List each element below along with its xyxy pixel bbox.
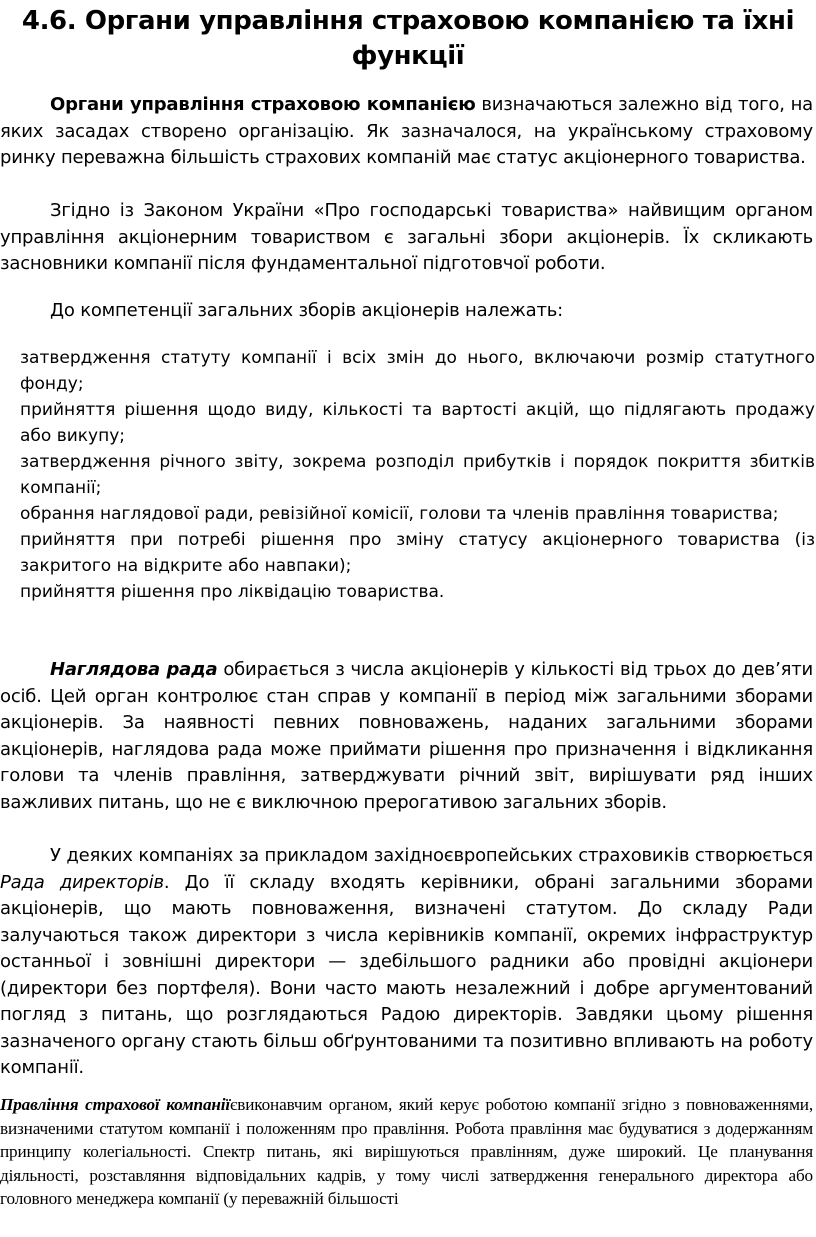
list-item: обрання наглядової ради, ревізійної комісії, голови та членів правління товариства; bbox=[20, 504, 779, 524]
paragraph-text: . До її складу входять керівники, обрані загальними зборами акціонерів, що мають повноваження, визначені статутом. До складу Ради залучаються також директори з числа керівників компанії, окремих інфраструктур останньої і зовнішні директори — здебільшого радники або провідні акціонери (директори без портфеля). Вони часто мають незалежний і добре аргументований погляд з питань, що розглядаються Радою директорів. Завдяки цьому рішення зазначеного органу стають більш обґрунтованими та позитивно впливають на роботу компанії. bbox=[0, 871, 813, 1078]
section-title: 4.6. Органи управління страховою компанією та їхні функції bbox=[21, 6, 795, 71]
competence-list bbox=[20, 345, 815, 605]
list-item: затвердження статуту компанії і всіх змін до нього, включаючи розмір статутного фонду; bbox=[20, 348, 815, 394]
term-supervisory-board: Наглядова рада bbox=[50, 659, 218, 680]
term-board-of-directors: Рада директорів bbox=[0, 871, 164, 893]
paragraph-competence-intro: До компетенції загальних зборів акціонерів належать: bbox=[50, 300, 564, 321]
paragraph-management-board bbox=[0, 1093, 813, 1211]
term-governing-bodies: Органи управління страховою компанією bbox=[50, 94, 476, 115]
term-management-board: Правління страхової компанії bbox=[0, 1095, 231, 1114]
paragraph-law: Згідно із Законом України «Про господарські товариства» найвищим органом управління акціонерним товариством є загальні збори акціонерів. Їх скликають засновники компанії після фундаментальної підготовчої роботи. bbox=[0, 200, 813, 274]
paragraph-text: обирається з числа акціонерів у кількості від трьох до дев’яти осіб. Цей орган контролює стан справ у компанії в період між загальними зборами акціонерів. За наявності певних повноважень, наданих загальними зборами акціонерів, наглядова рада може приймати рішення про призначення і відкликання голови та членів правління, затверджувати річний звіт, вирішувати ряд інших важливих питань, що не є виключною прерогативою загальних зборів. bbox=[0, 659, 813, 813]
list-item: прийняття рішення щодо виду, кількості та вартості акцій, що підлягають продажу або викупу; bbox=[20, 400, 815, 446]
list-item: прийняття рішення про ліквідацію товариства. bbox=[20, 582, 445, 602]
list-item: затвердження річного звіту, зокрема розподіл прибутків і порядок покриття збитків компанії; bbox=[20, 452, 815, 498]
list-item: прийняття при потребі рішення про зміну статусу акціонерного товариства (із закритого на відкрите або навпаки); bbox=[20, 530, 815, 576]
paragraph-text: євиконавчим органом, який керує роботою компанії згідно з повноваженнями, визначеними статутом компанії і положенням про правління. Робота правління має будуватися з додержанням принципу колегіальності. Спектр питань, які вирішуються правлінням, дуже широкий. Це планування діяльності, розставляння відповідальних кадрів, у тому числі затвердження генерального директора або головного менеджера компанії (у переважній більшості bbox=[0, 1095, 813, 1208]
paragraph-supervisory-board bbox=[0, 657, 813, 816]
paragraph-board-of-directors bbox=[0, 843, 813, 1082]
paragraph-text: У деяких компаніях за прикладом західноєвропейських страховиків створюється bbox=[50, 845, 813, 866]
paragraph-text: визначаються залежно від того, на яких засадах створено організацію. Як зазначалося, на українському страховому ринку переважна більшість страхових компаній має статус акціонерного товариства. bbox=[0, 94, 813, 168]
paragraph-governing-bodies bbox=[0, 92, 813, 172]
